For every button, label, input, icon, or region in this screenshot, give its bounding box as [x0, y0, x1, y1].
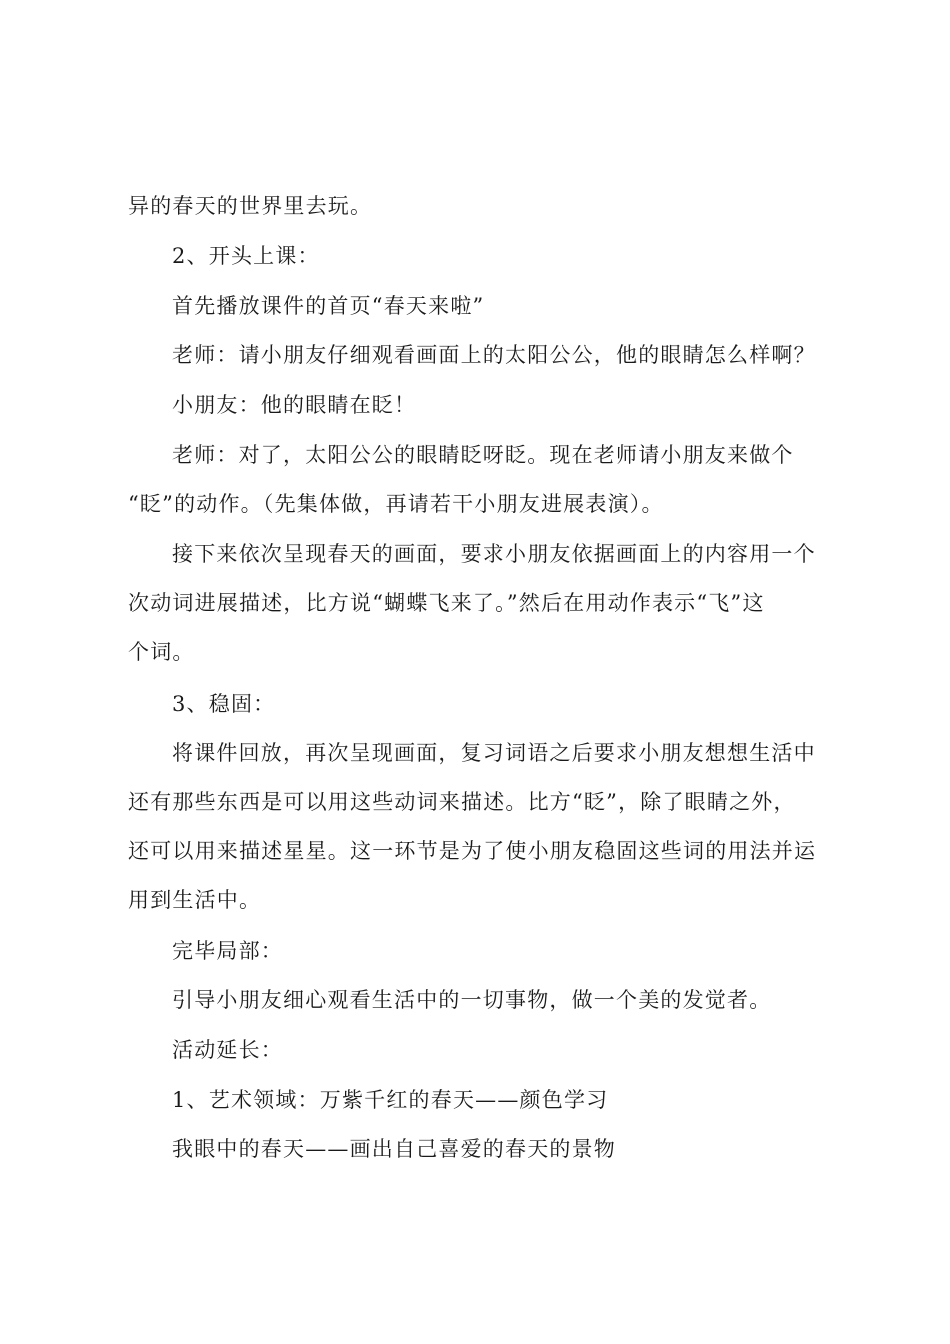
- paragraph: [128, 729, 838, 925]
- text-line: 活动延长：: [172, 1038, 283, 1062]
- text-line: 将课件回放，再次呈现画面，复习词语之后要求小朋友想想生活中: [172, 741, 816, 765]
- text-line: 还可以用来描述星星。这一环节是为了使小朋友稳固这些词的用法并运: [128, 839, 817, 863]
- text-line: 1、艺术领域：万紫千红的春天——颜色学习: [172, 1088, 609, 1112]
- text-line: 引导小朋友细心观看生活中的一切事物，做一个美的发觉者。: [172, 988, 772, 1012]
- dialogue-line: [172, 331, 882, 380]
- text-line: 用到生活中。: [128, 888, 262, 912]
- text-line: 个词。: [128, 640, 195, 664]
- paragraph: [172, 282, 882, 331]
- text-line: 老师：对了，太阳公公的眼睛眨呀眨。现在老师请小朋友来做个: [172, 443, 794, 467]
- text-line: 2、开头上课：: [172, 244, 320, 268]
- section-heading: [172, 232, 882, 281]
- paragraph: [128, 182, 838, 231]
- text-line: 首先播放课件的首页“春天来啦”: [172, 294, 485, 318]
- list-item: [172, 1125, 882, 1174]
- dialogue-line: [128, 431, 838, 529]
- text-line: 3、稳固：: [172, 692, 276, 716]
- paragraph: [172, 976, 882, 1025]
- text-line: 老师：请小朋友仔细观看画面上的太阳公公，他的眼睛怎么样啊？: [172, 343, 816, 367]
- text-line: 异的春天的世界里去玩。: [128, 194, 373, 218]
- text-line: 接下来依次呈现春天的画面，要求小朋友依据画面上的内容用一个: [172, 542, 816, 566]
- text-line: 小朋友：他的眼睛在眨！: [172, 393, 417, 417]
- list-item: [172, 1076, 882, 1125]
- section-heading: [172, 927, 882, 976]
- paragraph: [128, 530, 838, 677]
- text-line: 我眼中的春天——画出自己喜爱的春天的景物: [172, 1137, 616, 1161]
- dialogue-line: [172, 381, 882, 430]
- text-line: 次动词进展描述，比方说“蝴蝶飞来了。”然后在用动作表示“飞”这: [128, 591, 765, 615]
- text-line: 还有那些东西是可以用这些动词来描述。比方“眨”，除了眼睛之外，: [128, 790, 796, 814]
- text-line: 完毕局部：: [172, 939, 283, 963]
- section-heading: [172, 1026, 882, 1075]
- section-heading: [172, 680, 882, 729]
- text-line: “眨”的动作。（先集体做，再请若干小朋友进展表演）。: [128, 492, 664, 516]
